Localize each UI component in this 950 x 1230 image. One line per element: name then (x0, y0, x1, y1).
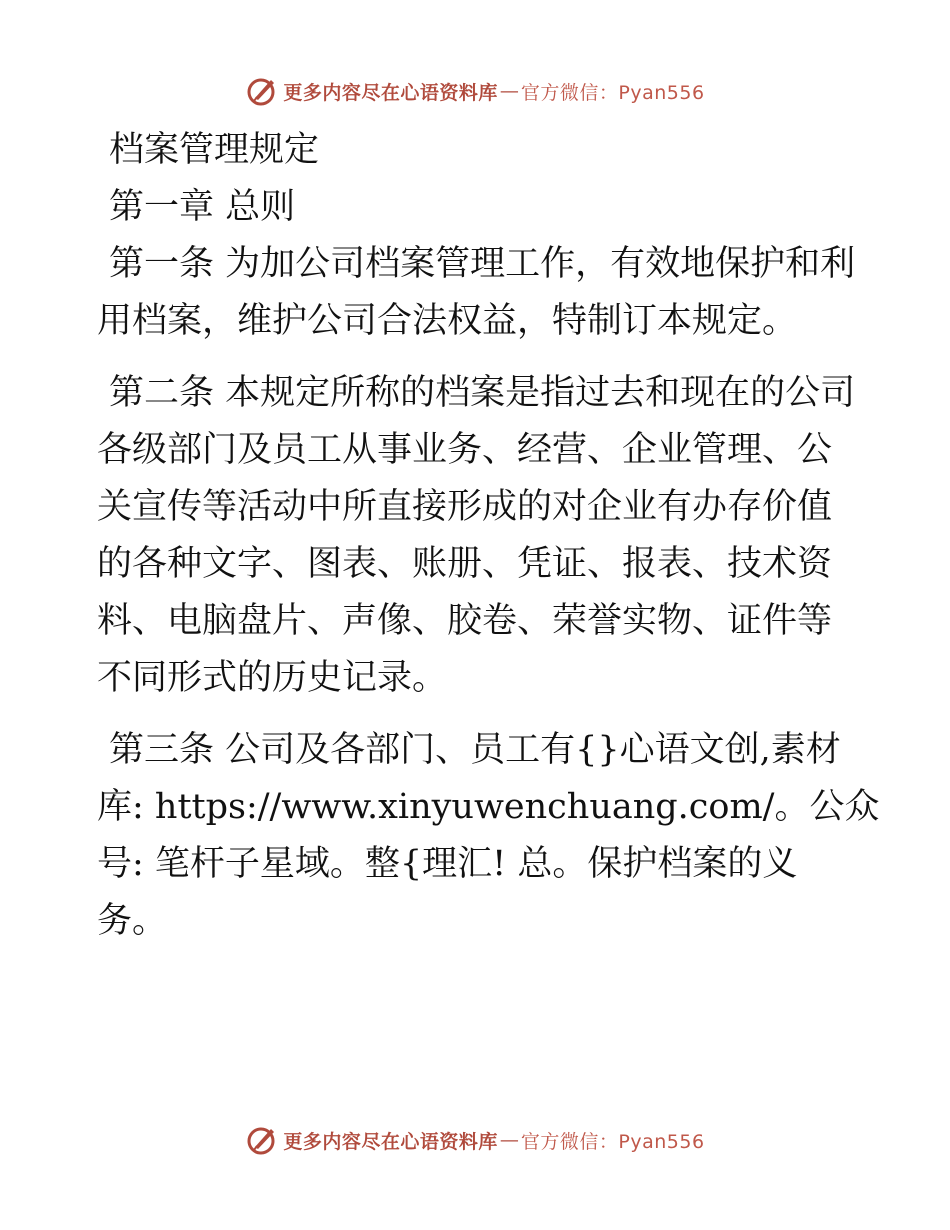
quill-logo-icon (245, 1123, 279, 1157)
chapter-heading: 第一章 总则 (109, 187, 296, 227)
header-dash: — (499, 80, 519, 102)
article-3-line-1: 第三条 公司及各部门、员工有{}心语文创,素材 (109, 730, 841, 770)
footer-brand: 更多内容尽在心语资料库 (283, 1130, 498, 1153)
article-3-line-3: 号: 笔杆子星域。整{理汇! 总。保护档案的义 (97, 844, 798, 884)
footer-dash: — (499, 1129, 519, 1151)
quill-logo-icon (245, 74, 279, 108)
doc-title: 档案管理规定 (109, 130, 320, 170)
footer-watermark (0, 1120, 950, 1160)
article-3-line-4: 务。 (97, 901, 168, 941)
header-brand: 更多内容尽在心语资料库 (283, 81, 498, 104)
footer-contact: 官方微信：Pyan556 (520, 1130, 705, 1153)
header-watermark (0, 71, 950, 111)
article-3-line-2: 库: https://www.xinyuwenchuang.com/。公众 (97, 787, 880, 827)
document-body (97, 118, 880, 950)
article-2: 第二条 本规定所称的档案是指过去和现在的公司各级部门及员工从事业务、经营、企业管理、公关宣传等活动中所直接形成的对企业有办存价值的各种文字、图表、账册、凭证、报表、技术资料、电脑盘片、声像、胶卷、荣誉实物、证件等不同形式的历史记录。 (97, 373, 856, 698)
article-1: 第一条 为加公司档案管理工作，有效地保护和利用档案，维护公司合法权益，特制订本规定。 (97, 244, 856, 341)
header-contact: 官方微信：Pyan556 (520, 81, 705, 104)
